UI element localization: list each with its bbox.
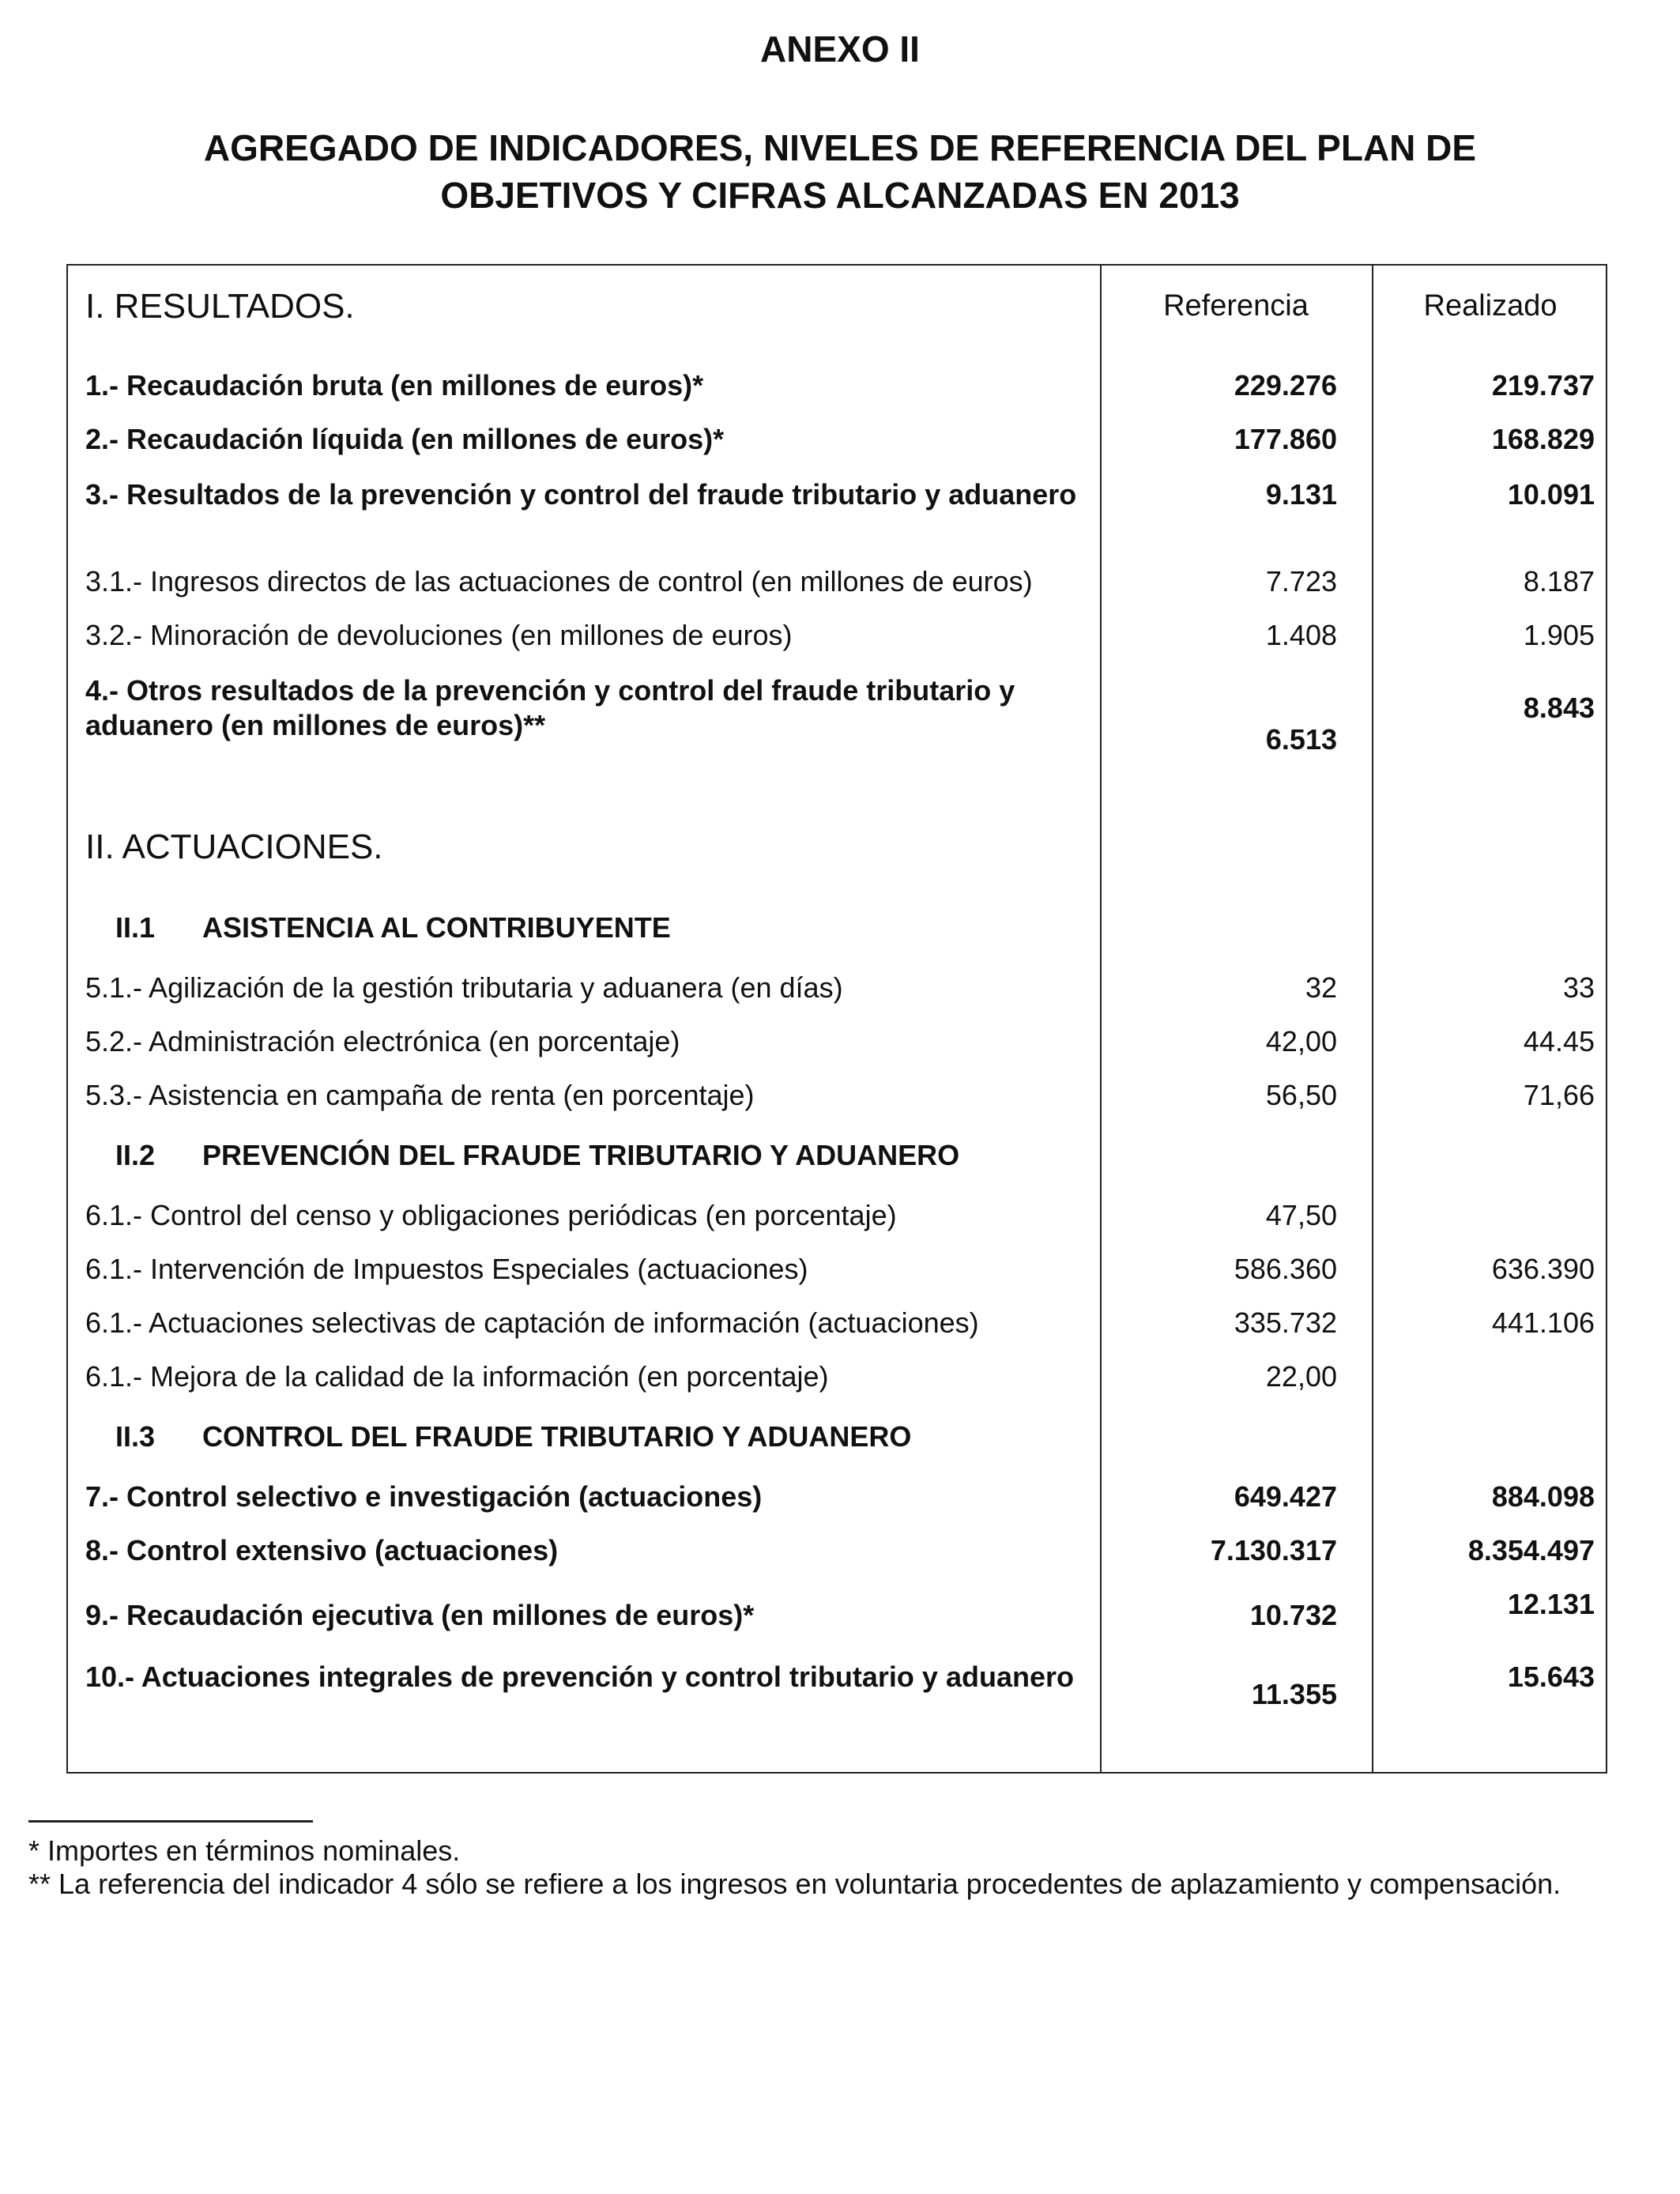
table-cell-real: 8.187 [1523,565,1595,598]
table-cell-real: 441.106 [1491,1306,1595,1339]
table-cell-ref: 22,00 [1265,1360,1337,1393]
subsection-title: CONTROL DEL FRAUDE TRIBUTARIO Y ADUANERO [202,1420,912,1453]
table-row-label: 4.- Otros resultados de la prevención y control del fraude tributario y aduanero (en millones de euros)** [85,674,1015,741]
column-divider [1100,266,1102,1772]
subsection-title: PREVENCIÓN DEL FRAUDE TRIBUTARIO Y ADUANERO [202,1139,960,1171]
table-row-label: 2.- Recaudación líquida (en millones de euros)* [85,423,725,455]
table-cell-real: 219.737 [1491,369,1595,401]
table-cell-real: 8.354.497 [1467,1534,1595,1566]
table-row-label: 7.- Control selectivo e investigación (actuaciones) [85,1480,763,1513]
section-results-heading: I. RESULTADOS. [85,287,355,326]
table-row-label: 6.1.- Actuaciones selectivas de captación de información (actuaciones) [85,1306,979,1339]
table-cell-ref: 32 [1305,971,1337,1004]
table-cell-real: 15.643 [1507,1661,1595,1693]
table-row-label: 3.2.- Minoración de devoluciones (en millones de euros) [85,619,793,651]
table-cell-ref: 335.732 [1234,1306,1337,1339]
table-cell-ref: 7.723 [1265,565,1337,598]
table-cell-real: 10.091 [1507,478,1595,511]
table-cell-ref: 586.360 [1234,1253,1337,1285]
column-header-realizado: Realizado [1423,289,1558,322]
table-cell-ref: 6.513 [1265,723,1337,756]
table-cell-real: 8.843 [1523,692,1595,724]
table-cell-ref: 10.732 [1249,1599,1337,1631]
table-cell-real: 884.098 [1491,1480,1595,1513]
table-cell-ref: 56,50 [1265,1079,1337,1111]
table-cell-real: 12.131 [1507,1588,1595,1620]
table-row-label: 6.1.- Control del censo y obligaciones periódicas (en porcentaje) [85,1199,897,1231]
section-actions-heading: II. ACTUACIONES. [85,827,383,866]
table-cell-ref: 1.408 [1265,619,1337,651]
table-cell-ref: 7.130.317 [1210,1534,1337,1566]
subsection-code: II.3 [115,1420,156,1453]
table-cell-real: 168.829 [1491,423,1595,455]
table-cell-real: 44.45 [1523,1025,1595,1057]
subsection-title: ASISTENCIA AL CONTRIBUYENTE [202,911,671,944]
table-cell-ref: 229.276 [1234,369,1337,401]
table-row-label: 6.1.- Intervención de Impuestos Especiales (actuaciones) [85,1253,808,1285]
subsection-heading [115,1138,959,1173]
table-row-label: 5.2.- Administración electrónica (en porcentaje) [85,1025,680,1057]
table-row-label: 10.- Actuaciones integrales de prevención y control tributario y aduanero [85,1661,1074,1693]
footnote-1: * Importes en términos nominales. [28,1834,461,1867]
document-title-line1: AGREGADO DE INDICADORES, NIVELES DE REFERENCIA DEL PLAN DE [203,127,1477,168]
table-row-label: 9.- Recaudación ejecutiva (en millones de euros)* [85,1599,755,1631]
subsection-heading [115,910,671,945]
table-cell-real: 33 [1562,971,1595,1004]
table-row-label: 3.- Resultados de la prevención y control del fraude tributario y aduanero [85,478,1077,511]
table-row-label: 8.- Control extensivo (actuaciones) [85,1534,559,1566]
table-cell-real: 71,66 [1523,1079,1595,1111]
footnote-2: ** La referencia del indicador 4 sólo se refiere a los ingresos en voluntaria procedentes de aplazamiento y compensación. [28,1868,1561,1900]
subsection-code: II.1 [115,911,156,944]
table-cell-ref: 47,50 [1265,1199,1337,1231]
table-cell-ref: 42,00 [1265,1025,1337,1057]
table-cell-ref: 9.131 [1265,478,1337,511]
table-cell-real: 636.390 [1491,1253,1595,1285]
column-divider [1372,266,1373,1772]
annex-title: ANEXO II [760,28,920,70]
subsection-code: II.2 [115,1139,156,1171]
table-cell-ref: 177.860 [1234,423,1337,455]
document-title-line2: OBJETIVOS Y CIFRAS ALCANZADAS EN 2013 [440,175,1240,216]
table-cell-ref: 649.427 [1234,1480,1337,1513]
indicators-table [66,264,1607,1774]
table-row-label: 1.- Recaudación bruta (en millones de euros)* [85,369,704,401]
table-cell-ref: 11.355 [1251,1678,1337,1710]
table-row-label: 3.1.- Ingresos directos de las actuaciones de control (en millones de euros) [85,565,1033,598]
table-row-label: 5.3.- Asistencia en campaña de renta (en porcentaje) [85,1079,755,1111]
table-row-label: 6.1.- Mejora de la calidad de la información (en porcentaje) [85,1360,829,1393]
table-row-label: 5.1.- Agilización de la gestión tributaria y aduanera (en días) [85,971,843,1004]
column-header-referencia: Referencia [1163,289,1309,322]
subsection-heading [115,1419,911,1454]
table-cell-real: 1.905 [1523,619,1595,651]
footnote-separator [28,1820,313,1823]
